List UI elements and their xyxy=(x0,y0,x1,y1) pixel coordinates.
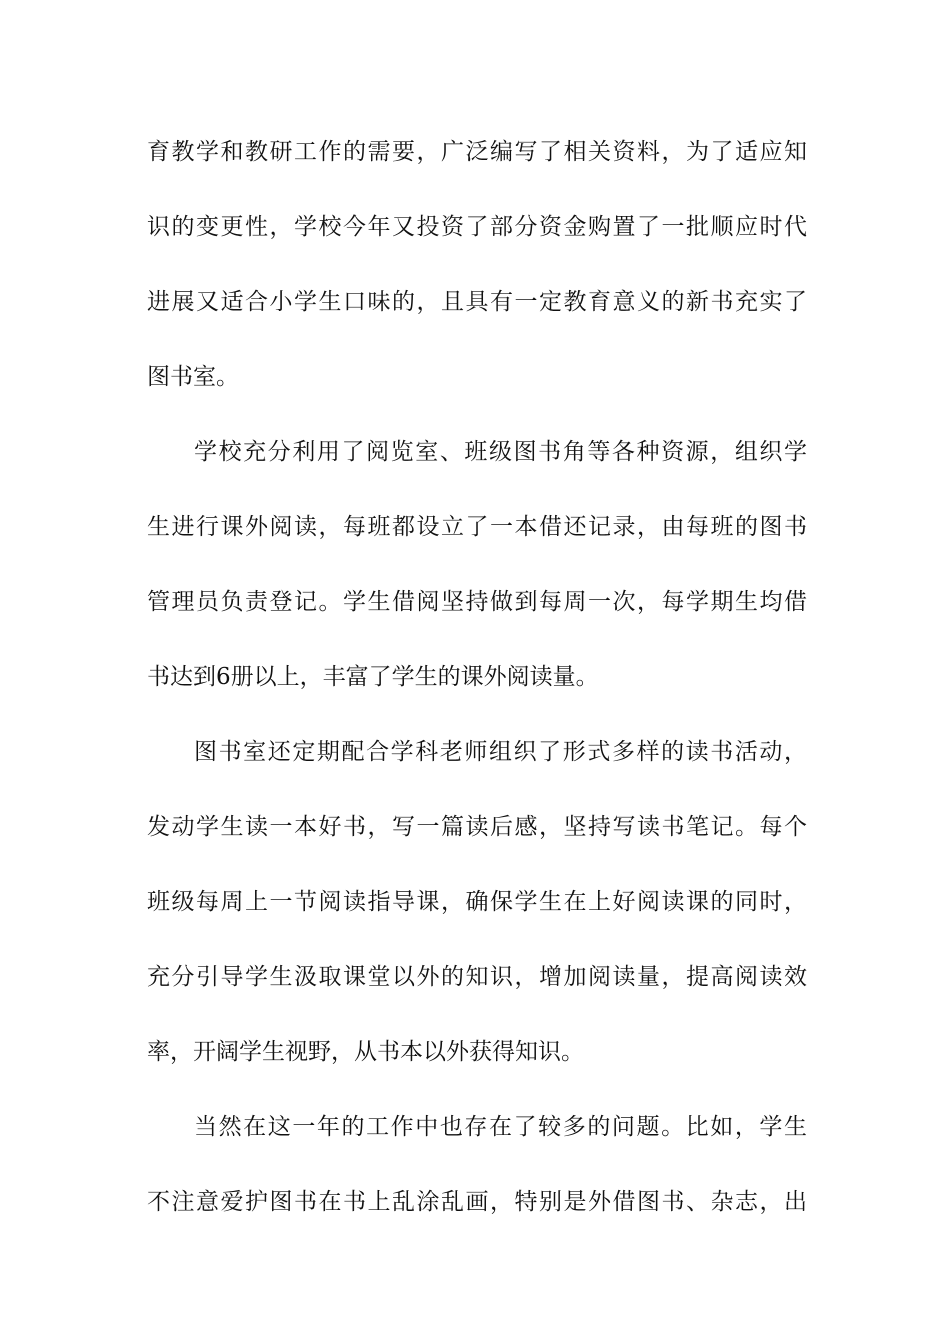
paragraph-first-line: 图书室还定期配合学科老师组织了形式多样的读书活动， xyxy=(194,739,807,765)
paragraph-first-line: 当然在这一年的工作中也存在了较多的问题。比如，学生 xyxy=(194,1114,807,1140)
text-line: 班级每周上一节阅读指导课，确保学生在上好阅读课的同时， xyxy=(147,889,807,915)
text-line: 充分引导学生汲取课堂以外的知识，增加阅读量，提高阅读效 xyxy=(147,964,807,990)
text-line: 不注意爱护图书在书上乱涂乱画，特别是外借图书、杂志，出 xyxy=(147,1189,807,1215)
text-line: 进展又适合小学生口味的，且具有一定教育意义的新书充实了 xyxy=(147,289,807,315)
text-line: 识的变更性，学校今年又投资了部分资金购置了一批顺应时代 xyxy=(147,214,807,240)
text-line: 发动学生读一本好书，写一篇读后感，坚持写读书笔记。每个 xyxy=(147,814,807,840)
text-line: 率，开阔学生视野，从书本以外获得知识。 xyxy=(147,1039,584,1065)
text-line: 生进行课外阅读，每班都设立了一本借还记录，由每班的图书 xyxy=(147,514,807,540)
text-line: 育教学和教研工作的需要，广泛编写了相关资料，为了适应知 xyxy=(147,139,807,165)
text-line: 管理员负责登记。学生借阅坚持做到每周一次，每学期生均借 xyxy=(147,589,807,615)
text-line: 图书室。 xyxy=(147,364,239,390)
text-line: 书达到6册以上，丰富了学生的课外阅读量。 xyxy=(147,664,599,690)
paragraph-first-line: 学校充分利用了阅览室、班级图书角等各种资源，组织学 xyxy=(194,439,807,465)
